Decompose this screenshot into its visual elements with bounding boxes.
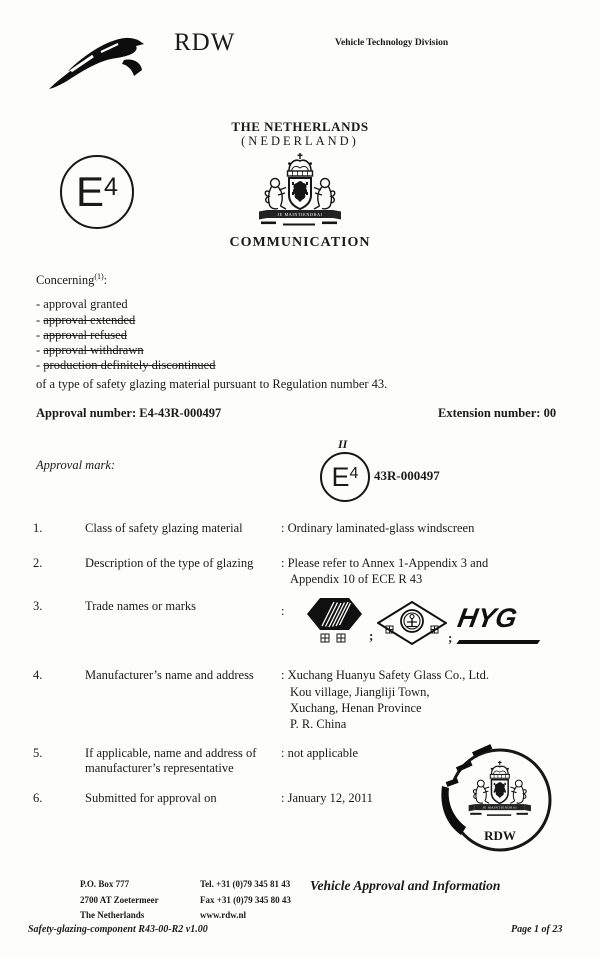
concerning-subject: of a type of safety glazing material pursuant to Regulation number 43.: [36, 377, 388, 391]
rdw-wordmark: RDW: [174, 29, 236, 56]
rdw-stamp-icon: [436, 742, 584, 860]
concerning-item: - approval granted: [36, 297, 128, 311]
concerning-footnote-ref: (1): [94, 272, 104, 281]
item-value: : not applicable: [281, 746, 359, 760]
e4-letter: E: [76, 168, 105, 215]
item-label: Description of the type of glazing: [85, 556, 254, 570]
item-label: Manufacturer’s name and address: [85, 668, 254, 682]
item-label: Class of safety glazing material: [85, 521, 243, 535]
item-value: : Xuchang Huanyu Safety Glass Co., Ltd.: [281, 668, 489, 682]
e4-letter: E: [331, 461, 350, 492]
country-subtitle: (NEDERLAND): [241, 134, 359, 148]
footer-website: www.rdw.nl: [200, 910, 247, 920]
item-value: :: [281, 604, 285, 618]
item-number: 6.: [33, 791, 43, 805]
concerning-item: - approval withdrawn: [36, 343, 144, 357]
item-value: Appendix 10 of ECE R 43: [290, 572, 423, 586]
e4-number: 4: [349, 465, 359, 482]
trademark-hexagon-logo-icon: [306, 597, 364, 645]
approval-mark-number: 43R-000497: [374, 468, 440, 483]
country-title: THE NETHERLANDS: [231, 119, 369, 134]
e4-approval-mark-small: [320, 452, 370, 502]
division-title: Vehicle Technology Division: [335, 38, 449, 48]
communication-title: COMMUNICATION: [229, 235, 371, 250]
item-value: : January 12, 2011: [281, 791, 373, 805]
item-label: Submitted for approval on: [85, 791, 217, 805]
hyg-logo-text: HYG: [455, 603, 520, 633]
concerning-item: - production definitely discontinued: [36, 358, 216, 372]
item-value: P. R. China: [290, 717, 347, 731]
extension-number: Extension number: 00: [438, 406, 557, 420]
e4-approval-mark-large: [60, 155, 134, 229]
item-value: Xuchang, Henan Province: [290, 701, 422, 715]
item-label: If applicable, name and address of: [85, 746, 257, 760]
concerning-item: - approval extended: [36, 313, 136, 327]
item-number: 4.: [33, 668, 43, 682]
concerning-label: Concerning$^{(1)}$:: [36, 272, 108, 288]
footer-department: Vehicle Approval and Information: [310, 878, 501, 893]
trademark-separator: ;: [369, 628, 374, 643]
item-value: : Ordinary laminated-glass windscreen: [281, 521, 475, 535]
trademark-separator: ;: [448, 630, 453, 645]
item-number: 2.: [33, 556, 43, 570]
hyg-logo-underline: [457, 640, 540, 644]
approval-number: Approval number: E4-43R-000497: [36, 406, 222, 420]
netherlands-coat-of-arms-icon: [245, 152, 355, 236]
chinese-characters-icon: [321, 634, 345, 642]
trademark-hyg-logo: [455, 603, 536, 639]
item-number: 5.: [33, 746, 43, 760]
item-number: 3.: [33, 599, 43, 613]
item-value: Kou village, Jiangliji Town,: [290, 685, 430, 699]
item-label: manufacturer’s representative: [85, 761, 234, 775]
concerning-item: - approval refused: [36, 328, 127, 342]
footer-address-line: The Netherlands: [80, 910, 145, 920]
footer-phone-line: Tel. +31 (0)79 345 81 43: [200, 879, 291, 889]
footer-fax-line: Fax +31 (0)79 345 80 43: [200, 895, 291, 905]
rdw-bird-logo-icon: [46, 30, 150, 94]
approval-mark-label: Approval mark:: [36, 458, 116, 472]
stamp-rdw-text: RDW: [484, 828, 516, 843]
page-number: Page 1 of 23: [511, 924, 563, 935]
item-label: Trade names or marks: [85, 599, 196, 613]
item-number: 1.: [33, 521, 43, 535]
footer-address-line: 2700 AT Zoetermeer: [80, 895, 159, 905]
roman-numeral: II: [338, 437, 348, 451]
item-value: : Please refer to Annex 1-Appendix 3 and: [281, 556, 489, 570]
footer-address-line: P.O. Box 777: [80, 879, 130, 889]
e4-number: 4: [104, 172, 118, 201]
trademark-diamond-logo-icon: [377, 601, 447, 647]
document-reference: Safety-glazing-component R43-00-R2 v1.00: [28, 924, 208, 935]
